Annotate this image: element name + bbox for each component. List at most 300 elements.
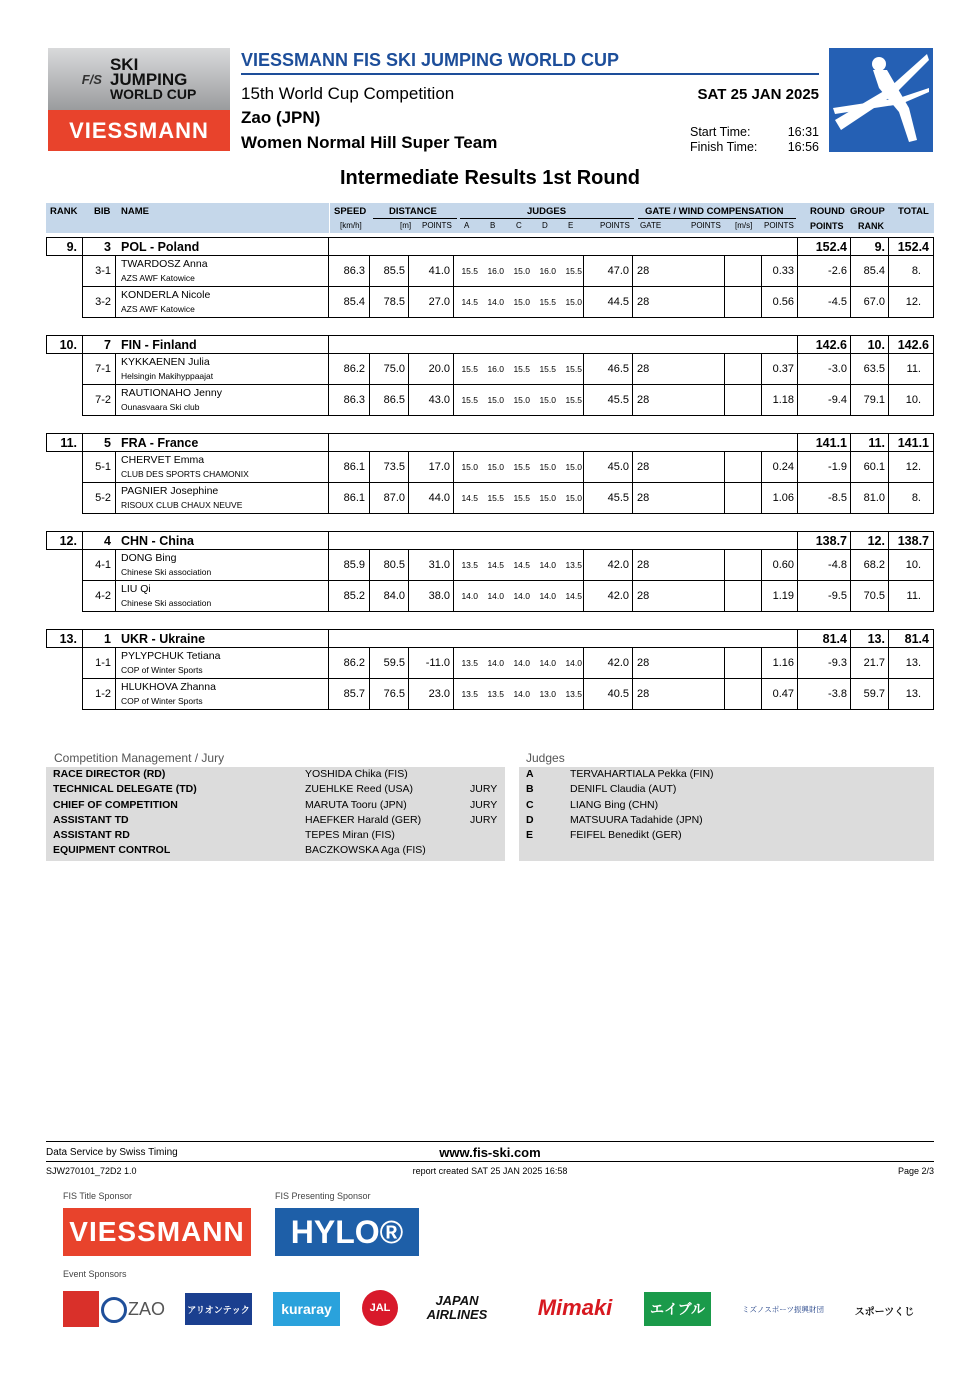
jumper-gate: 28 — [637, 394, 650, 406]
jumper-judge-score: 15.0 — [513, 395, 530, 405]
judge-row — [519, 813, 934, 828]
zao-logo-text: ZAO — [127, 1298, 165, 1319]
jumper-bib: 7-2 — [95, 394, 111, 406]
jumper-round-points: 81.0 — [863, 492, 885, 504]
judge-row — [519, 767, 934, 782]
jumper-name: DONG Bing — [121, 552, 177, 564]
col-judges: JUDGES — [527, 206, 567, 217]
col-wind-points: POINTS — [764, 221, 794, 230]
team-points: 81.4 — [822, 632, 847, 646]
results-column-header — [46, 203, 934, 233]
jumper-judge-points: 42.0 — [607, 657, 629, 669]
team-group-rank: 10. — [867, 338, 885, 352]
col-round-points: POINTS — [810, 221, 844, 231]
japan-airlines-logo: JAPAN AIRLINES — [426, 1293, 488, 1322]
jumper-judge-score: 15.5 — [565, 395, 582, 405]
jumper-name: TWARDOSZ Anna — [121, 258, 208, 270]
jumper-group-rank: 10. — [905, 559, 921, 571]
jumper-judge-score: 14.0 — [487, 297, 504, 307]
jumper-judge-score: 14.0 — [487, 591, 504, 601]
jumper-round-points: 68.2 — [863, 559, 885, 571]
team-block — [46, 433, 934, 516]
jury-row — [46, 767, 505, 782]
jumper-club: RISOUX CLUB CHAUX NEUVE — [121, 500, 243, 510]
team-block — [46, 629, 934, 712]
finish-label: Finish Time: — [690, 140, 758, 154]
jumper-judge-score: 14.0 — [513, 658, 530, 668]
jumper-bib: 5-1 — [95, 461, 111, 473]
jumper-speed: 86.2 — [343, 363, 365, 375]
jumper-name: HLUKHOVA Zhanna — [121, 681, 216, 693]
jumper-judge-score: 15.0 — [565, 493, 582, 503]
jumper-round-points: 67.0 — [863, 296, 885, 308]
hylo-logo: HYLO® — [275, 1208, 419, 1256]
title-sponsor-label: FIS Title Sponsor — [63, 1191, 133, 1201]
col-speed-unit: [km/h] — [340, 221, 362, 230]
jumper-distance-points: 27.0 — [428, 296, 450, 308]
jumper-name: KYKKAENEN Julia — [121, 356, 210, 368]
jumper-bib: 5-2 — [95, 492, 111, 504]
jury-tag: JURY — [470, 783, 498, 796]
jury-role: EQUIPMENT CONTROL — [53, 844, 171, 857]
event-sponsors-label: Event Sponsors — [63, 1269, 127, 1279]
col-judge-e: E — [568, 221, 574, 230]
report-created: report created SAT 25 JAN 2025 16:58 — [412, 1166, 568, 1176]
event-series-title: VIESSMANN FIS SKI JUMPING WORLD CUP — [241, 50, 620, 70]
jumper-judge-points: 45.5 — [607, 394, 629, 406]
team-block — [46, 531, 934, 614]
jumper-judge-score: 15.0 — [487, 462, 504, 472]
jumper-distance-points: 44.0 — [428, 492, 450, 504]
jumper-judge-score: 15.0 — [539, 395, 556, 405]
col-gate: GATE — [640, 221, 662, 230]
jumper-round-points: 70.5 — [863, 590, 885, 602]
team-name: UKR - Ukraine — [121, 632, 206, 646]
footer-divider-top — [46, 1141, 934, 1142]
jumper-judge-score: 14.5 — [461, 297, 478, 307]
jumper-gate: 28 — [637, 688, 650, 700]
page-title: Intermediate Results 1st Round — [339, 167, 641, 189]
jumper-judge-score: 13.5 — [487, 689, 504, 699]
jury-role: ASSISTANT RD — [53, 829, 130, 842]
col-judge-points: POINTS — [600, 221, 630, 230]
team-group-rank: 9. — [874, 240, 885, 254]
jumper-judge-score: 14.0 — [513, 591, 530, 601]
jumper-row — [82, 648, 934, 679]
jumper-judge-score: 15.0 — [565, 462, 582, 472]
team-group-rank: 12. — [867, 534, 885, 548]
jumper-distance-points: 23.0 — [428, 688, 450, 700]
ski-jumper-icon — [829, 48, 933, 152]
col-gate-points: POINTS — [691, 221, 721, 230]
jury-member: TEPES Miran (FIS) — [305, 829, 395, 842]
jumper-name: PYLYPCHUK Tetiana — [121, 650, 221, 662]
header-divider — [241, 73, 819, 75]
jumper-wind: 0.24 — [772, 461, 794, 473]
fis-logo-text: F/S — [81, 71, 102, 87]
jumper-judge-points: 47.0 — [607, 265, 629, 277]
jumper-judge-score: 15.5 — [513, 462, 530, 472]
team-row — [46, 531, 934, 550]
judge-letter: A — [526, 768, 534, 780]
jumper-judge-score: 15.5 — [461, 266, 478, 276]
jumper-row — [82, 452, 934, 483]
jumper-wind: 0.37 — [772, 363, 794, 375]
zao-logo — [63, 1291, 165, 1327]
jumper-wind: 1.06 — [772, 492, 794, 504]
jumper-judge-score: 15.0 — [539, 462, 556, 472]
jumper-judge-score: 13.5 — [461, 658, 478, 668]
jumper-distance-points: 43.0 — [428, 394, 450, 406]
team-total: 138.7 — [897, 534, 929, 548]
jumper-speed: 86.3 — [343, 394, 365, 406]
logo-line1: SKI — [109, 54, 139, 74]
jumper-group-rank: 12. — [905, 296, 921, 308]
viessmann-logo: VIESSMANN — [63, 1208, 251, 1256]
data-service: Data Service by Swiss Timing — [46, 1147, 178, 1158]
jumper-judge-score: 13.5 — [565, 689, 582, 699]
logo-line3: WORLD CUP — [109, 85, 197, 102]
jumper-group-rank: 11. — [906, 590, 921, 602]
logo-line2: JUMPING — [109, 69, 188, 89]
jumper-speed: 85.2 — [343, 590, 365, 602]
jumper-round-points: 21.7 — [863, 657, 885, 669]
jumper-group-rank: 8. — [911, 492, 921, 504]
jumper-wind-points: -9.4 — [828, 394, 847, 406]
jumper-judge-score: 14.5 — [513, 560, 530, 570]
jumper-row — [82, 581, 934, 612]
arion-tech-logo: アリオンテック — [185, 1293, 252, 1325]
jumper-judge-points: 42.0 — [607, 559, 629, 571]
jumper-distance-points: 20.0 — [428, 363, 450, 375]
jumper-gate: 28 — [637, 657, 650, 669]
start-time: 16:31 — [787, 125, 819, 139]
team-name: FRA - France — [121, 436, 199, 450]
jumper-wind-points: -4.8 — [828, 559, 847, 571]
team-name: POL - Poland — [121, 240, 200, 254]
jumper-speed: 86.2 — [343, 657, 365, 669]
team-points: 152.4 — [815, 240, 847, 254]
logo-sponsor: VIESSMANN — [48, 110, 230, 151]
team-bib: 5 — [104, 436, 111, 450]
jumper-club: Ounasvaara Ski club — [121, 402, 200, 412]
jury-role: CHIEF OF COMPETITION — [53, 798, 178, 811]
jumper-wind: 1.16 — [772, 657, 794, 669]
team-total: 81.4 — [904, 632, 929, 646]
team-group-rank: 11. — [868, 436, 885, 450]
jumper-judge-score: 13.5 — [565, 560, 582, 570]
jumper-judge-score: 14.0 — [513, 689, 530, 699]
team-group-rank: 13. — [867, 632, 885, 646]
team-block — [46, 237, 934, 320]
jumper-row — [82, 354, 934, 385]
jumper-round-points: 79.1 — [863, 394, 885, 406]
col-group-rank: RANK — [858, 221, 884, 231]
team-rank: 9. — [66, 240, 77, 254]
jumper-bib: 3-2 — [95, 296, 111, 308]
jumper-distance: 73.5 — [383, 461, 405, 473]
jumper-judge-score: 15.5 — [539, 364, 556, 374]
judge-letter: E — [526, 829, 534, 842]
jumper-judge-score: 14.0 — [539, 658, 556, 668]
jumper-round-points: 59.7 — [863, 688, 885, 700]
judge-row — [519, 782, 934, 797]
jumper-club: Chinese Ski association — [121, 598, 212, 608]
jumper-group-rank: 12. — [905, 461, 921, 473]
team-rank: 13. — [59, 632, 77, 646]
jumper-judge-points: 44.5 — [607, 296, 629, 308]
jumper-speed: 86.3 — [343, 265, 365, 277]
team-points: 141.1 — [815, 436, 847, 450]
competition-date: SAT 25 JAN 2025 — [697, 86, 819, 103]
jury-member: ZUEHLKE Reed (USA) — [305, 783, 413, 796]
jumper-club: COP of Winter Sports — [121, 665, 203, 675]
jumper-group-rank: 11. — [906, 363, 921, 375]
team-row — [46, 433, 934, 452]
team-rank: 11. — [60, 436, 77, 450]
jumper-distance: 76.5 — [383, 688, 405, 700]
jumper-club: Chinese Ski association — [121, 567, 212, 577]
jumper-round-points: 85.4 — [863, 265, 885, 277]
jumper-judge-score: 15.5 — [461, 364, 478, 374]
mimaki-logo: Mimaki — [537, 1295, 613, 1320]
jumper-round-points: 63.5 — [863, 363, 885, 375]
team-bib: 3 — [104, 240, 111, 254]
jumper-club: COP of Winter Sports — [121, 696, 203, 706]
col-judge-d: D — [542, 221, 548, 230]
jumper-distance-points: 41.0 — [428, 265, 450, 277]
jumper-judge-score: 14.0 — [565, 658, 582, 668]
jumper-judge-score: 15.5 — [565, 266, 582, 276]
col-gate-wind: GATE / WIND COMPENSATION — [645, 206, 784, 217]
jumper-wind: 1.19 — [772, 590, 794, 602]
judge-name: DENIFL Claudia (AUT) — [570, 783, 677, 796]
jumper-row — [82, 287, 934, 318]
team-rank: 12. — [59, 534, 77, 548]
start-label: Start Time: — [690, 125, 751, 139]
jumper-distance-points: 31.0 — [428, 559, 450, 571]
judge-letter: B — [526, 783, 534, 796]
col-judge-b: B — [490, 221, 496, 230]
jumper-judge-score: 15.5 — [513, 493, 530, 503]
competition-name: 15th World Cup Competition — [241, 84, 455, 103]
jumper-gate: 28 — [637, 492, 650, 504]
jumper-wind-points: -9.5 — [828, 590, 847, 602]
jumper-judge-score: 15.5 — [487, 493, 504, 503]
team-bib: 1 — [104, 632, 111, 646]
jury-member: YOSHIDA Chika (FIS) — [305, 768, 408, 780]
jumper-judge-score: 15.5 — [513, 364, 530, 374]
jumper-judge-points: 42.0 — [607, 590, 629, 602]
jumper-bib: 7-1 — [95, 363, 111, 375]
col-judge-c: C — [516, 221, 522, 230]
team-name: FIN - Finland — [121, 338, 197, 352]
jumper-judge-score: 16.0 — [539, 266, 556, 276]
presenting-sponsor-label: FIS Presenting Sponsor — [275, 1191, 371, 1201]
jumper-name: PAGNIER Josephine — [121, 485, 219, 497]
jury-row — [46, 798, 505, 813]
judge-name: MATSUURA Tadahide (JPN) — [570, 813, 703, 826]
jumper-distance: 86.5 — [383, 394, 405, 406]
jumper-distance: 87.0 — [383, 492, 405, 504]
team-total: 141.1 — [897, 436, 929, 450]
jumper-distance: 59.5 — [383, 657, 405, 669]
jumper-row — [82, 385, 934, 416]
jury-member: BACZKOWSKA Aga (FIS) — [305, 844, 426, 857]
jumper-judge-score: 13.5 — [461, 689, 478, 699]
judge-name: LIANG Bing (CHN) — [570, 798, 659, 811]
jumper-group-rank: 13. — [905, 657, 921, 669]
jury-member: MARUTA Tooru (JPN) — [305, 798, 407, 811]
jumper-gate: 28 — [637, 461, 650, 473]
jumper-judge-score: 14.5 — [487, 560, 504, 570]
jumper-judge-points: 46.5 — [607, 363, 629, 375]
jumper-judge-score: 15.0 — [487, 395, 504, 405]
col-distance: DISTANCE — [389, 206, 437, 217]
team-points: 138.7 — [815, 534, 847, 548]
jumper-judge-score: 15.0 — [565, 297, 582, 307]
jumper-wind: 1.18 — [772, 394, 794, 406]
document-code: SJW270101_72D2 1.0 — [46, 1166, 137, 1176]
jumper-distance: 75.0 — [383, 363, 405, 375]
jumper-judge-score: 14.0 — [539, 560, 556, 570]
jumper-gate: 28 — [637, 363, 650, 375]
col-wind-unit: [m/s] — [735, 221, 753, 230]
fis-website-link[interactable]: www.fis-ski.com — [439, 1145, 541, 1160]
jumper-judge-score: 15.0 — [513, 266, 530, 276]
jumper-row — [82, 550, 934, 581]
col-round: ROUND — [810, 206, 845, 217]
jumper-wind-points: -3.8 — [828, 688, 847, 700]
team-bib: 7 — [104, 338, 111, 352]
jumper-judge-score: 14.5 — [565, 591, 582, 601]
jumper-wind-points: -9.3 — [828, 657, 847, 669]
col-total: TOTAL — [898, 206, 929, 217]
event-times — [690, 125, 819, 155]
jury-panel — [46, 767, 505, 861]
judges-panel — [519, 767, 934, 861]
team-total: 152.4 — [897, 240, 929, 254]
jumper-judge-score: 13.0 — [539, 689, 556, 699]
team-total: 142.6 — [897, 338, 929, 352]
jumper-bib: 4-2 — [95, 590, 111, 602]
jumper-distance-points: 17.0 — [428, 461, 450, 473]
jumper-club: CLUB DES SPORTS CHAMONIX — [121, 469, 249, 479]
jumper-wind-points: -8.5 — [828, 492, 847, 504]
jumper-club: AZS AWF Katowice — [121, 273, 195, 283]
jumper-wind: 0.60 — [772, 559, 794, 571]
jumper-gate: 28 — [637, 296, 650, 308]
jumper-distance-points: -11.0 — [425, 657, 450, 669]
team-points: 142.6 — [815, 338, 847, 352]
team-name: CHN - China — [121, 534, 194, 548]
judge-name: TERVAHARTIALA Pekka (FIN) — [570, 768, 714, 780]
jumper-wind-points: -1.9 — [828, 461, 847, 473]
judge-letter: C — [526, 798, 534, 811]
jumper-bib: 4-1 — [95, 559, 111, 571]
jumper-gate: 28 — [637, 559, 650, 571]
team-row — [46, 629, 934, 648]
jumper-speed: 86.1 — [343, 492, 365, 504]
jumper-judge-score: 14.5 — [461, 493, 478, 503]
jury-title: Competition Management / Jury — [54, 751, 225, 765]
jury-member: HAEFKER Harald (GER) — [305, 813, 422, 826]
team-row — [46, 237, 934, 256]
jumper-judge-score: 15.0 — [461, 462, 478, 472]
jumper-judge-score: 14.0 — [539, 591, 556, 601]
jumper-name: LIU Qi — [121, 583, 151, 595]
jumper-name: RAUTIONAHO Jenny — [121, 387, 222, 399]
jumper-judge-score: 13.5 — [461, 560, 478, 570]
col-dist-points: POINTS — [422, 221, 452, 230]
footer-divider-bottom — [46, 1161, 934, 1162]
jury-tag: JURY — [470, 813, 498, 826]
team-rank: 10. — [59, 338, 77, 352]
ski-jumping-world-cup-logo — [48, 48, 230, 151]
judge-row — [519, 828, 934, 843]
col-bib: BIB — [94, 206, 111, 217]
jumper-name: CHERVET Emma — [121, 454, 205, 466]
jumper-name: KONDERLA Nicole — [121, 289, 211, 301]
jury-role: TECHNICAL DELEGATE (TD) — [53, 783, 197, 796]
jal-logo: JAL — [362, 1290, 398, 1326]
jumper-row — [82, 256, 934, 287]
jumper-judge-score: 15.5 — [565, 364, 582, 374]
jumper-bib: 3-1 — [95, 265, 111, 277]
jumper-wind-points: -4.5 — [828, 296, 847, 308]
jumper-judge-score: 15.0 — [539, 493, 556, 503]
col-name: NAME — [121, 206, 149, 217]
page-number: Page 2/3 — [897, 1166, 934, 1176]
jumper-judge-points: 45.5 — [607, 492, 629, 504]
jumper-judge-points: 40.5 — [607, 688, 629, 700]
judges-title: Judges — [526, 751, 565, 765]
jumper-wind-points: -2.6 — [828, 265, 847, 277]
judge-row — [519, 798, 934, 813]
jumper-judge-score: 15.5 — [461, 395, 478, 405]
jumper-speed: 86.1 — [343, 461, 365, 473]
jumper-speed: 85.7 — [343, 688, 365, 700]
jumper-judge-points: 45.0 — [607, 461, 629, 473]
jumper-row — [82, 483, 934, 514]
jumper-distance: 80.5 — [383, 559, 405, 571]
jumper-bib: 1-1 — [95, 657, 111, 669]
kuraray-logo: kuraray — [273, 1292, 340, 1326]
col-speed: SPEED — [334, 206, 367, 217]
jumper-distance: 84.0 — [383, 590, 405, 602]
col-group: GROUP — [850, 206, 885, 217]
team-block — [46, 335, 934, 418]
jumper-gate: 28 — [637, 590, 650, 602]
jury-role: ASSISTANT TD — [53, 813, 129, 826]
jury-row — [46, 782, 505, 797]
jumper-row — [82, 679, 934, 710]
judge-name: FEIFEL Benedikt (GER) — [570, 829, 682, 842]
jury-tag: JURY — [470, 798, 498, 811]
jumper-wind-points: -3.0 — [828, 363, 847, 375]
judge-letter: D — [526, 813, 534, 826]
jumper-distance: 85.5 — [383, 265, 405, 277]
jumper-judge-score: 15.5 — [539, 297, 556, 307]
jumper-bib: 1-2 — [95, 688, 111, 700]
jumper-group-rank: 8. — [911, 265, 921, 277]
finish-time: 16:56 — [787, 140, 819, 154]
jumper-speed: 85.9 — [343, 559, 365, 571]
event-name: Women Normal Hill Super Team — [241, 133, 498, 152]
jumper-judge-score: 15.0 — [513, 297, 530, 307]
jumper-wind: 0.33 — [772, 265, 794, 277]
jury-row — [46, 813, 505, 828]
